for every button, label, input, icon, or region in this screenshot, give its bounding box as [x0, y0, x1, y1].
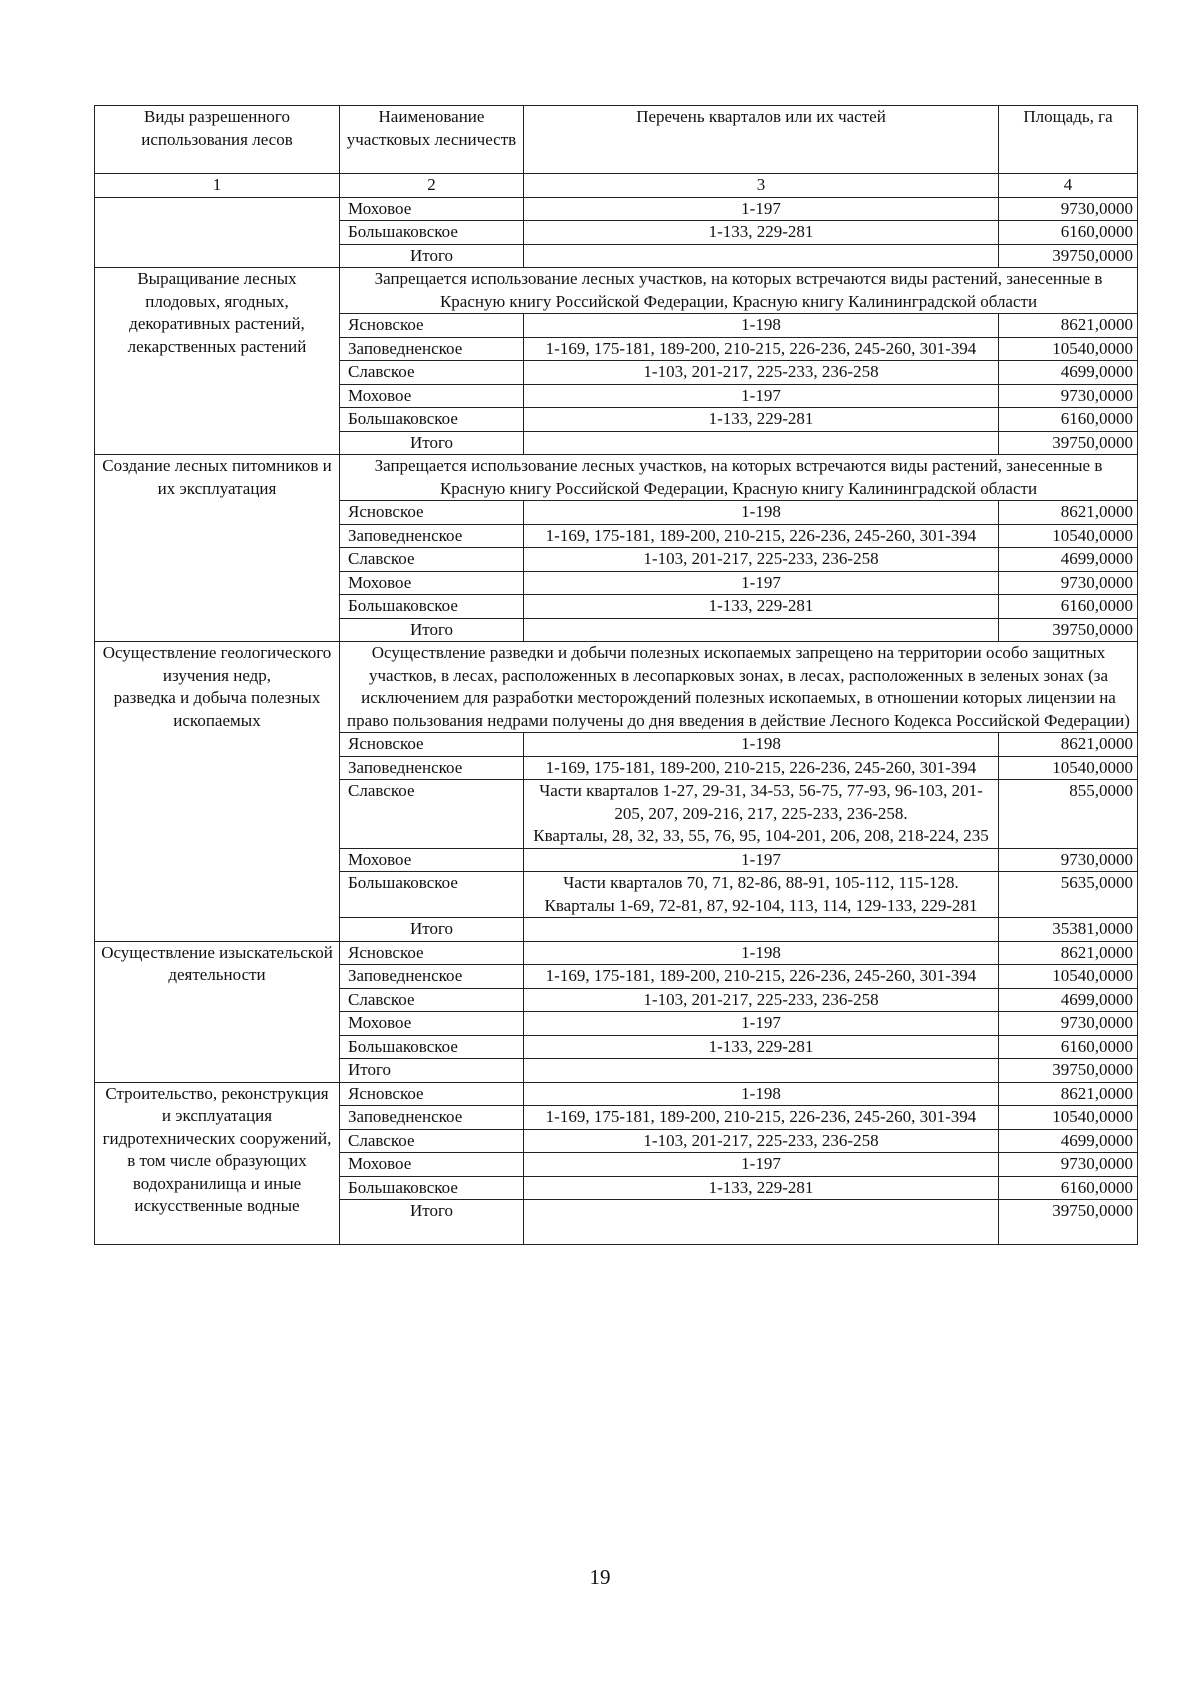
restriction-note: Запрещается использование лесных участков, на которых встречаются виды растений, занесенные в Красную книгу Российской Федерации, Красную книгу Калининградской области	[340, 268, 1138, 314]
forestry-name: Моховое	[340, 848, 524, 872]
quarters: 1-103, 201-217, 225-233, 236-258	[524, 548, 999, 572]
column-number: 3	[524, 174, 999, 198]
forestry-name: Моховое	[340, 571, 524, 595]
column-number: 2	[340, 174, 524, 198]
total-area: 39750,0000	[999, 1059, 1138, 1083]
use-type: Осуществление геологического изучения недр, разведка и добыча полезных ископаемых	[95, 642, 340, 942]
empty-cell	[524, 431, 999, 455]
area: 10540,0000	[999, 1106, 1138, 1130]
area: 6160,0000	[999, 408, 1138, 432]
header-area: Площадь, га	[999, 106, 1138, 174]
area: 10540,0000	[999, 965, 1138, 989]
note-row	[95, 268, 1138, 314]
empty-cell	[524, 1059, 999, 1083]
quarters: 1-133, 229-281	[524, 408, 999, 432]
area: 8621,0000	[999, 733, 1138, 757]
column-number: 1	[95, 174, 340, 198]
quarters: 1-197	[524, 571, 999, 595]
restriction-note: Запрещается использование лесных участков, на которых встречаются виды растений, занесенные в Красную книгу Российской Федерации, Красную книгу Калининградской области	[340, 455, 1138, 501]
use-type: Выращивание лесных плодовых, ягодных, декоративных растений, лекарственных растений	[95, 268, 340, 455]
forestry-name: Славское	[340, 361, 524, 385]
forestry-name: Ясновское	[340, 1082, 524, 1106]
forestry-name: Заповедненское	[340, 1106, 524, 1130]
forestry-name: Заповедненское	[340, 337, 524, 361]
quarters: 1-198	[524, 314, 999, 338]
forestry-name: Ясновское	[340, 501, 524, 525]
empty-cell	[524, 918, 999, 942]
forestry-name: Моховое	[340, 1012, 524, 1036]
column-number: 4	[999, 174, 1138, 198]
note-row	[95, 642, 1138, 733]
area: 855,0000	[999, 780, 1138, 849]
quarters: 1-169, 175-181, 189-200, 210-215, 226-236, 245-260, 301-394	[524, 756, 999, 780]
area: 5635,0000	[999, 872, 1138, 918]
area: 9730,0000	[999, 571, 1138, 595]
area: 4699,0000	[999, 361, 1138, 385]
area: 6160,0000	[999, 595, 1138, 619]
total-area: 39750,0000	[999, 431, 1138, 455]
empty-cell	[524, 1200, 999, 1245]
empty-cell	[524, 244, 999, 268]
table-header-row	[95, 106, 1138, 174]
header-quarters-list: Перечень кварталов или их частей	[524, 106, 999, 174]
area: 9730,0000	[999, 1012, 1138, 1036]
quarters: 1-197	[524, 1153, 999, 1177]
area: 9730,0000	[999, 384, 1138, 408]
quarters: 1-103, 201-217, 225-233, 236-258	[524, 1129, 999, 1153]
quarters: Части кварталов 70, 71, 82-86, 88-91, 105-112, 115-128. Кварталы 1-69, 72-81, 87, 92-104, 113, 114, 129-133, 229-281	[524, 872, 999, 918]
quarters: 1-198	[524, 1082, 999, 1106]
quarters: 1-133, 229-281	[524, 1176, 999, 1200]
header-use-type: Виды разрешенного использования лесов	[95, 106, 340, 174]
area: 8621,0000	[999, 941, 1138, 965]
quarters: 1-197	[524, 1012, 999, 1036]
total-label: Итого	[340, 1059, 524, 1083]
area: 6160,0000	[999, 221, 1138, 245]
forestry-name: Большаковское	[340, 595, 524, 619]
total-area: 39750,0000	[999, 618, 1138, 642]
quarters: 1-169, 175-181, 189-200, 210-215, 226-236, 245-260, 301-394	[524, 337, 999, 361]
area: 6160,0000	[999, 1176, 1138, 1200]
area: 8621,0000	[999, 1082, 1138, 1106]
forestry-name: Большаковское	[340, 872, 524, 918]
quarters: 1-133, 229-281	[524, 221, 999, 245]
table-row	[95, 1082, 1138, 1106]
quarters: 1-198	[524, 941, 999, 965]
area: 4699,0000	[999, 1129, 1138, 1153]
forestry-name: Ясновское	[340, 314, 524, 338]
quarters: 1-133, 229-281	[524, 595, 999, 619]
total-label: Итого	[340, 1200, 524, 1245]
restriction-note: Осуществление разведки и добычи полезных ископаемых запрещено на территории особо защитных участков, в лесах, расположенных в лесопарковых зонах, в лесах, расположенных в зеленых зонах (за исключением для разработки месторождений полезных ископаемых, в отношении которых лицензии на право пользования недрами получены до дня введения в действие Лесного Кодекса Российской Федерации)	[340, 642, 1138, 733]
forestry-name: Заповедненское	[340, 756, 524, 780]
use-type: Создание лесных питомников и их эксплуатация	[95, 455, 340, 642]
forestry-name: Славское	[340, 780, 524, 849]
quarters: 1-198	[524, 501, 999, 525]
quarters: 1-197	[524, 384, 999, 408]
area: 10540,0000	[999, 524, 1138, 548]
forestry-name: Моховое	[340, 197, 524, 221]
forestry-name: Большаковское	[340, 408, 524, 432]
forestry-name: Большаковское	[340, 1035, 524, 1059]
page-number: 19	[589, 1565, 611, 1589]
total-area: 35381,0000	[999, 918, 1138, 942]
quarters: 1-133, 229-281	[524, 1035, 999, 1059]
area: 10540,0000	[999, 337, 1138, 361]
use-type: Строительство, реконструкция и эксплуатация гидротехнических сооружений, в том числе образующих водохранилища и иные искусственные водные	[95, 1082, 340, 1245]
total-label: Итого	[340, 618, 524, 642]
quarters: 1-198	[524, 733, 999, 757]
total-label: Итого	[340, 918, 524, 942]
area: 10540,0000	[999, 756, 1138, 780]
use-type: Осуществление изыскательской деятельности	[95, 941, 340, 1082]
quarters: 1-169, 175-181, 189-200, 210-215, 226-236, 245-260, 301-394	[524, 965, 999, 989]
column-number-row	[95, 174, 1138, 198]
quarters: 1-103, 201-217, 225-233, 236-258	[524, 988, 999, 1012]
header-forestry-name: Наименование участковых лесничеств	[340, 106, 524, 174]
table-row	[95, 197, 1138, 221]
use-type-cell-continued	[95, 197, 340, 268]
forestry-name: Большаковское	[340, 221, 524, 245]
area: 4699,0000	[999, 988, 1138, 1012]
area: 9730,0000	[999, 1153, 1138, 1177]
forestry-name: Моховое	[340, 1153, 524, 1177]
quarters: 1-103, 201-217, 225-233, 236-258	[524, 361, 999, 385]
area: 6160,0000	[999, 1035, 1138, 1059]
area: 9730,0000	[999, 197, 1138, 221]
quarters: 1-197	[524, 197, 999, 221]
table-row	[95, 941, 1138, 965]
total-area: 39750,0000	[999, 1200, 1138, 1245]
forestry-name: Моховое	[340, 384, 524, 408]
note-row	[95, 455, 1138, 501]
area: 9730,0000	[999, 848, 1138, 872]
quarters: Части кварталов 1-27, 29-31, 34-53, 56-75, 77-93, 96-103, 201-205, 207, 209-216, 217, 225-233, 236-258. Кварталы, 28, 32, 33, 55, 76, 95, 104-201, 206, 208, 218-224, 235	[524, 780, 999, 849]
forestry-name: Славское	[340, 988, 524, 1012]
forestry-name: Заповедненское	[340, 524, 524, 548]
quarters: 1-169, 175-181, 189-200, 210-215, 226-236, 245-260, 301-394	[524, 1106, 999, 1130]
forestry-name: Ясновское	[340, 941, 524, 965]
forestry-name: Славское	[340, 1129, 524, 1153]
area: 8621,0000	[999, 501, 1138, 525]
empty-cell	[524, 618, 999, 642]
forestry-name: Славское	[340, 548, 524, 572]
forestry-name: Заповедненское	[340, 965, 524, 989]
area: 8621,0000	[999, 314, 1138, 338]
total-area: 39750,0000	[999, 244, 1138, 268]
total-label: Итого	[340, 431, 524, 455]
forestry-name: Ясновское	[340, 733, 524, 757]
quarters: 1-197	[524, 848, 999, 872]
area: 4699,0000	[999, 548, 1138, 572]
forestry-name: Большаковское	[340, 1176, 524, 1200]
forest-use-table	[94, 105, 1138, 1245]
total-label: Итого	[340, 244, 524, 268]
quarters: 1-169, 175-181, 189-200, 210-215, 226-236, 245-260, 301-394	[524, 524, 999, 548]
